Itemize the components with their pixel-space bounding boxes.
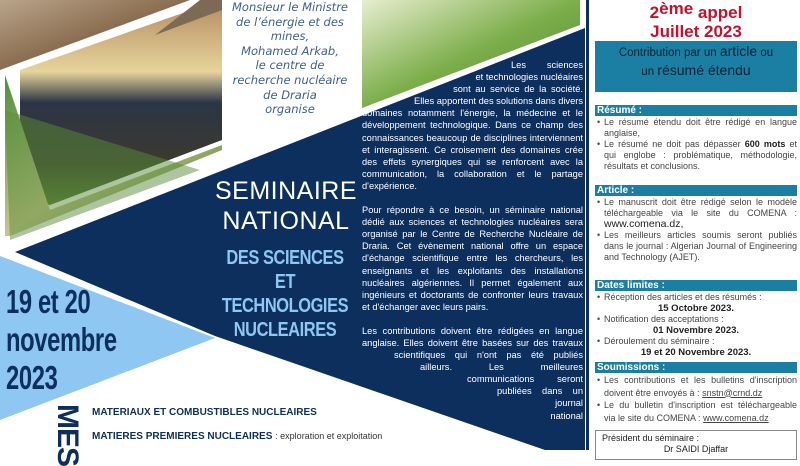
- text-line: Les contributions doivent être rédigées en langue: [362, 325, 583, 336]
- date-line: novembre: [6, 321, 117, 358]
- date-line: 19 et 20: [6, 283, 91, 320]
- patronage-line: Monsieur le Ministre: [231, 0, 348, 14]
- date-line: 2023: [6, 359, 58, 396]
- contrib-text: un: [641, 66, 655, 78]
- list-item: [595, 374, 797, 399]
- subtitle-line: NUCLEAIRES: [233, 319, 337, 341]
- comena-link[interactable]: www.comena.dz: [703, 412, 769, 423]
- call-word: appel: [697, 3, 743, 22]
- call-date: Juillet 2023: [650, 22, 742, 41]
- title-line: SEMINAIRE: [214, 177, 358, 205]
- section-dates: [595, 280, 797, 358]
- call-header: [589, 0, 800, 41]
- patronage-line: recherche nucléaire: [232, 72, 348, 87]
- list-item: • Les meilleurs articles soumis seront publiés dans le journal : Algerian Journal of Engineering and Technology (AJET).: [595, 230, 797, 263]
- list-item: • Réception des articles et des résumés :: [595, 292, 797, 303]
- list-item: • Déroulement du séminaire :: [595, 336, 797, 347]
- list-item: [595, 139, 797, 172]
- contrib-text: Contribution par un: [618, 47, 717, 59]
- theme-title: MATERIAUX ET COMBUSTIBLES NUCLEAIRES: [92, 407, 317, 418]
- section-submissions: [595, 362, 797, 424]
- seminar-subtitle: [219, 246, 350, 342]
- text: et qui englobe : problématique, méthodologie, résultats et conclusions.: [604, 139, 797, 171]
- patronage-line: de Draria: [263, 87, 317, 102]
- paragraph: domaines notamment l'énergie, la médecine et le développement technologique. Dans ce champ des connaissances beaucoup de disciplines interviennent et interagissent. Ce croisement des domaines crée des effets synergiques qui se renforcent avec la communication, la collaboration et le partage d'expérience.: [362, 108, 583, 191]
- subtitle-line: ET TECHNOLOGIES: [221, 271, 349, 317]
- call-suffix: ème: [659, 0, 694, 18]
- description-text: [362, 59, 583, 422]
- text: Le manuscrit doit être rédigé selon le modèle téléchargeable via le site du COMENA :: [604, 197, 797, 218]
- patronage-line: organise: [265, 102, 315, 117]
- deadline-date: 15 Octobre 2023.: [657, 303, 735, 314]
- text: Le résumé ne doit pas dépasser: [604, 139, 741, 149]
- president-name: Dr SAIDI Djaffar: [663, 444, 729, 454]
- seminar-title: [200, 176, 372, 236]
- text-line: journal: [555, 398, 583, 409]
- section-resume: [595, 105, 797, 172]
- section-header: Soumissions :: [595, 362, 797, 373]
- theme-title: MATIERES PREMIERES NUCLEAIRES: [92, 431, 273, 442]
- themes-vertical-label: MES: [51, 404, 84, 466]
- list-item: [595, 399, 797, 424]
- contribution-box: [595, 41, 797, 92]
- text-line: communications seront: [467, 374, 583, 385]
- call-for-papers-panel: [586, 0, 800, 454]
- comena-link[interactable]: www.comena.dz,: [604, 218, 684, 230]
- theme-note: : exploration et exploitation: [275, 431, 383, 441]
- text-line: Elles apportent des solutions dans divers: [414, 96, 583, 107]
- spacer: [362, 313, 583, 325]
- paragraph: Pour répondre à ce besoin, un séminaire national dédié aux sciences et technologies nucléaires sera organisé par le Centre de Recherche Nucléaire de Draria. Cet évènement national offre un espace d'échange scientifique entre les chercheurs, les enseignants et les exploitants des installations nucléaires algériennes. Il permet également aux ingénieurs et doctorants de confronter leurs travaux et d'échanger avec leurs pairs.: [362, 205, 583, 312]
- subtitle-line: DES SCIENCES: [226, 247, 344, 269]
- text: Les contributions et les bulletins d'inscription doivent être envoyés à :: [604, 375, 797, 398]
- list-item: [595, 197, 797, 230]
- contrib-text: ou: [760, 47, 774, 59]
- president-box: [595, 430, 797, 460]
- contrib-emph: article: [719, 43, 758, 59]
- patronage-line: Mohamed Arkab,: [241, 43, 339, 58]
- patronage-text: [205, 0, 375, 117]
- section-header: Article :: [595, 185, 797, 196]
- text-line: publiées dans un: [497, 386, 583, 397]
- spacer: [362, 192, 583, 204]
- event-dates: [6, 283, 117, 397]
- email-link[interactable]: snstn@crnd.dz: [702, 387, 763, 398]
- theme-item: [92, 407, 317, 418]
- patronage-line: de l’énergie et des: [236, 14, 344, 29]
- text-line: scientifiques qui n'ont pas été publiés: [394, 350, 583, 361]
- list-item: • Notification des acceptations :: [595, 314, 797, 325]
- text-line: [362, 59, 583, 71]
- text-line: et technologies nucléaires: [475, 72, 583, 83]
- title-line: NATIONAL: [222, 207, 350, 235]
- patronage-line: mines,: [270, 29, 310, 44]
- contrib-emph: résumé étendu: [657, 62, 751, 78]
- patronage-line: le centre de: [255, 58, 325, 73]
- section-article: [595, 185, 797, 263]
- text-line: ailleurs. Les meilleures: [420, 362, 583, 373]
- text-line: sont au service de la société.: [453, 84, 583, 95]
- text-line: anglaise. Elles doivent être basées sur des travaux: [362, 337, 583, 348]
- text-fragment: Les sciences: [511, 60, 583, 70]
- call-number: 2: [649, 3, 660, 22]
- word-limit: 600 mots: [744, 139, 786, 149]
- list-item: • Le résumé étendu doit être rédigé en langue anglaise,: [595, 117, 797, 139]
- president-label: Président du séminaire :: [602, 433, 700, 443]
- text: Le du bulletin d'inscription est téléchargeable via le site du COMENA :: [604, 400, 797, 423]
- deadline-date: 01 Novembre 2023.: [652, 325, 740, 336]
- theme-item: [92, 431, 382, 442]
- deadline-date: 19 et 20 Novembre 2023.: [640, 347, 752, 358]
- text-line: national: [550, 410, 583, 421]
- section-header: Dates limites :: [595, 280, 797, 291]
- section-header: Résumé :: [595, 105, 797, 116]
